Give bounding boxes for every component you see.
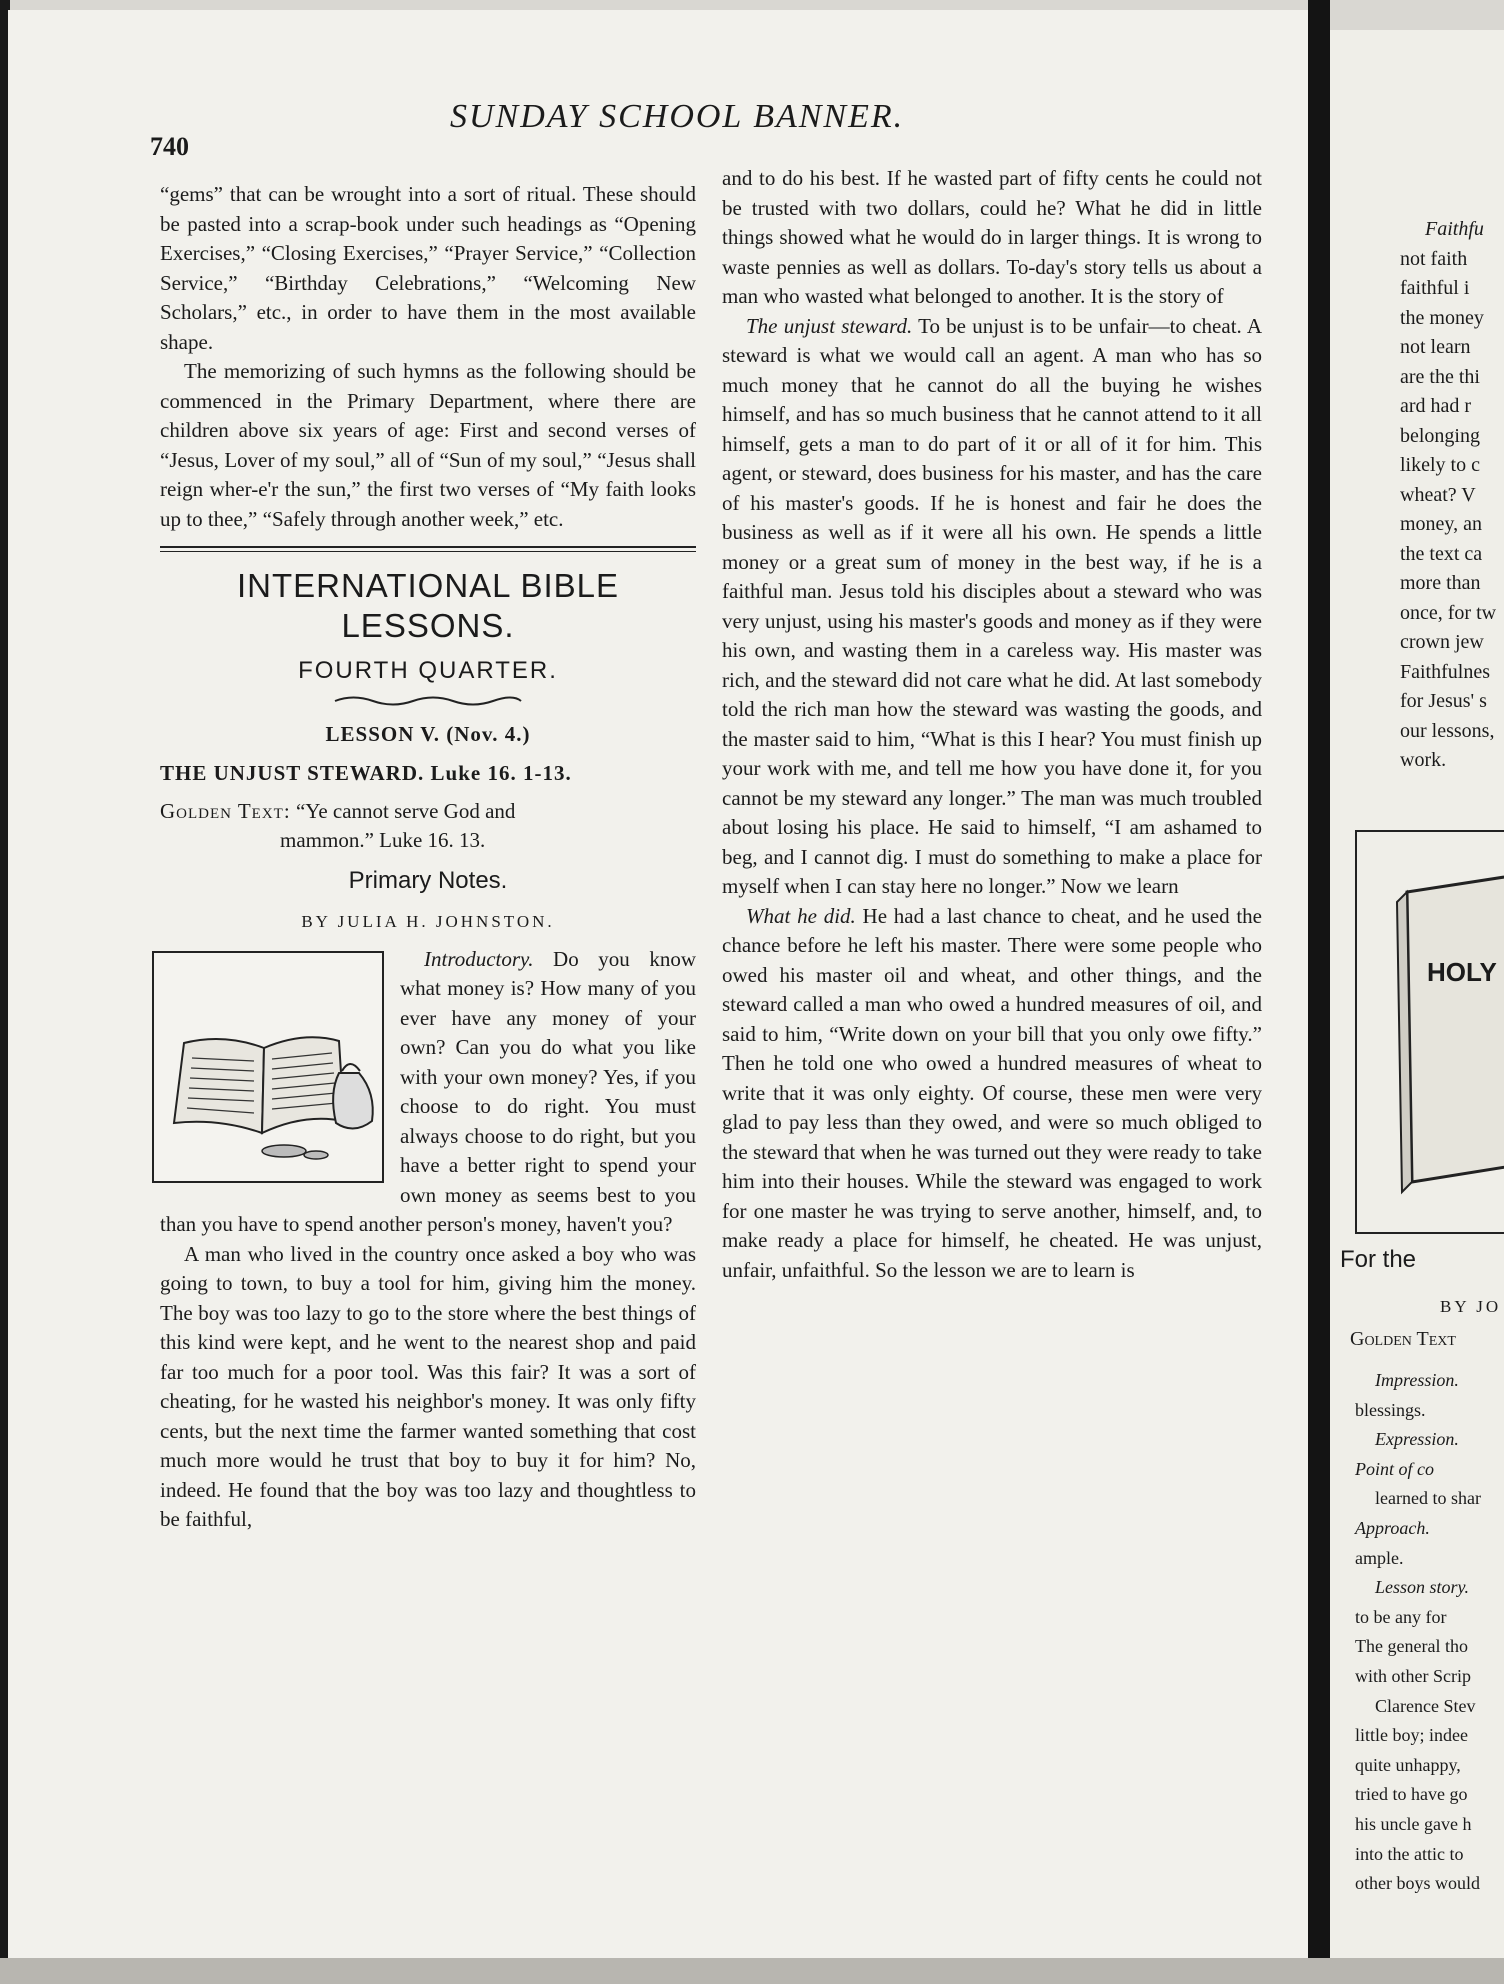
text-line: tried to have go (1355, 1784, 1468, 1805)
golden-text-reference: mammon.” Luke 16. 13. (280, 828, 486, 852)
page-header (150, 98, 1300, 161)
text-line: Impression. (1375, 1370, 1459, 1390)
page-number: 740 (150, 132, 189, 161)
quarter-heading: FOURTH QUARTER. (298, 657, 558, 684)
text-line: more than (1400, 572, 1481, 594)
run-in-heading: Introductory. (424, 946, 534, 971)
run-in-heading: What he did. (746, 903, 856, 928)
paragraph: and to do his best. If he wasted part of fifty cents he could not be trusted with two dollars, could he? What he did in little things showed what he would do in larger things. It is wrong to waste pennies as well as dollars. To-day's story tells us about a man who wasted what belonged to another. It is the story of (722, 166, 1262, 308)
text-line: once, for tw (1400, 601, 1497, 624)
text-line: ample. (1355, 1547, 1404, 1568)
text-line: ard had r (1400, 395, 1472, 417)
text-line: Approach. (1355, 1518, 1430, 1538)
run-in-heading: The unjust steward. (746, 313, 913, 338)
text-line: the text ca (1400, 542, 1483, 565)
paragraph-text: To be unjust is to be unfair—to cheat. A steward is what we would call an agent. A man who has so much money that he cannot do all the buying he wishes himself, and has so much business that he cannot attend to it all himself, gets a man to do part of it or all of it for him. This agent, or steward, does business for his master, and has the care of his master's goods. If he is honest and fair he does the business as well as if it were all his own. He spends a little money or a great sum of money in the best way, if he is a faithful man. Jesus told his disciples about a steward who was very unjust, using his master's goods and money as if they were his own, and wasting them in a careless way. His master was rich, and the steward did not care what he did. At last somebody told the rich man how the steward was wasting the goods, and the master said to him, “What is this I hear? You must finish up your work with me, and tell me how you have done it, for you cannot be my steward any longer.” The man was much troubled about losing his place. He said to himself, “I am ashamed to beg, and I cannot dig. I must do something to make a place for myself when I can stay here no longer.” Now we learn (722, 313, 1262, 898)
holy-bible-illustration (1355, 830, 1504, 1234)
right-page-partial (1330, 30, 1504, 1958)
book-and-moneybag-illustration (152, 951, 384, 1183)
right-page-heading: For the (1340, 1246, 1417, 1273)
text-line: belonging (1400, 424, 1480, 447)
paragraph-text: He had a last chance to cheat, and he used the chance before he left his master. There were some people who owed his master oil and wheat, and other things, and the steward called a man who owed a hundred measures of oil, and said to him, “Write down on your bill that you only owe fifty.” Then he told one who owed a hundred measures of wheat to write that it was only eighty. Of course, these men were very glad to pay less than they owed, and were so much obliged to the steward that when he was turned out they were ready to take him into their houses. While the steward was engaged to work for one master he was trying to serve another, himself, and, to make ready a place for himself, he cheated. He was unjust, unfair, unfaithful. So the lesson we are to learn is (722, 903, 1263, 1282)
notes-title: Primary Notes. (348, 866, 508, 894)
text-line: are the thi (1400, 365, 1480, 388)
text-line: not faith (1400, 247, 1468, 270)
paragraph (722, 902, 1262, 1286)
golden-text-label: Golden Text: (160, 798, 291, 823)
text-line: Expression. (1375, 1429, 1459, 1450)
text-line: his uncle gave h (1355, 1814, 1472, 1834)
text-line: to be any for (1355, 1606, 1447, 1627)
section-divider (160, 546, 696, 552)
text-line: Clarence Stev (1375, 1695, 1476, 1716)
right-page-golden-text: Golden Text (1350, 1328, 1456, 1350)
lesson-title: THE UNJUST STEWARD. Luke 16. 1-13. (160, 761, 572, 785)
text-line: little boy; indee (1355, 1725, 1468, 1746)
bible-icon (1357, 832, 1504, 1232)
paragraph-text: Do you know what money is? How many of you ever have any money of your own? Can you do what you like with your own money? Yes, if you choose to do right. You must always choose to do right, but you have a better right to spend your own money as seems best to you than you have to spend another person's money, haven't you? (160, 946, 696, 1236)
text-line: work. (1400, 749, 1447, 771)
text-line: for Jesus' s (1400, 690, 1487, 712)
text-line: the money (1400, 306, 1484, 329)
column-left (160, 180, 696, 1535)
text-line: quite unhappy, (1355, 1754, 1461, 1775)
text-line: faithful i (1400, 277, 1470, 299)
lesson-number: LESSON V. (Nov. 4.) (325, 721, 531, 746)
text-line: likely to c (1400, 454, 1480, 476)
column-right (722, 164, 1262, 1285)
paragraph: The memorizing of such hymns as the following should be commenced in the Primary Department, where there are children above six years of age: First and second verses of “Jesus, Lover of my soul,” all of “Sun of my soul,” “Jesus shall reign wher-e'r the sun,” the first two verses of “My faith looks up to thee,” “Safely through another week,” etc. (160, 359, 696, 531)
text-line: wheat? V (1400, 483, 1476, 506)
text-line: Faithfu (1425, 218, 1484, 240)
text-line: The general tho (1355, 1636, 1468, 1657)
text-line: other boys would (1355, 1873, 1480, 1894)
paragraph (722, 312, 1262, 902)
bible-cover-label: HOLY (1427, 957, 1497, 987)
text-line: money, an (1400, 513, 1483, 535)
text-line: crown jew (1400, 631, 1484, 653)
text-line: learned to shar (1375, 1488, 1481, 1509)
book-gutter (1308, 0, 1330, 1984)
text-line: our lessons, (1400, 719, 1495, 742)
text-line: Faithfulnes (1400, 660, 1490, 683)
ornament-swirl-icon (333, 694, 523, 708)
text-line: Lesson story. (1375, 1577, 1470, 1598)
text-line: with other Scrip (1355, 1666, 1471, 1686)
author-byline: BY JULIA H. JOHNSTON. (301, 912, 555, 931)
paragraph: A man who lived in the country once asked a boy who was going to town, to buy a tool for him, giving him the money. The boy was too lazy to go to the store where the best things of this kind were kept, and he went to the nearest shop and paid far too much for a poor tool. Was this fair? It was a sort of cheating, for he wasted his neighbor's money. It was only fifty cents, but the next time the farmer wanted something that cost much more would he trust that boy to buy it for him? No, indeed. He found that the boy was too lazy and thoughtless to be faithful, (160, 1241, 696, 1531)
text-line: not learn (1400, 336, 1471, 358)
paragraph: “gems” that can be wrought into a sort of ritual. These should be pasted into a scrap-book under such headings as “Opening Exercises,” “Closing Exercises,” “Prayer Service,” “Collection Service,” “Birthday Celebrations,” “Welcoming New Scholars,” etc., in order to have them in the most available shape. (160, 182, 696, 354)
text-line: into the attic to (1355, 1843, 1464, 1864)
scan-edge-bottom (0, 1958, 1504, 1984)
section-title: INTERNATIONAL BIBLE LESSONS. (236, 567, 620, 644)
text-line: blessings. (1355, 1399, 1426, 1420)
golden-text (160, 797, 696, 856)
golden-text-quote: “Ye cannot serve God and (295, 798, 516, 823)
text-line: Point of co (1355, 1458, 1434, 1479)
open-book-icon (154, 953, 382, 1181)
running-title: SUNDAY SCHOOL BANNER. (450, 98, 905, 135)
right-page-byline: BY JO (1440, 1297, 1502, 1316)
